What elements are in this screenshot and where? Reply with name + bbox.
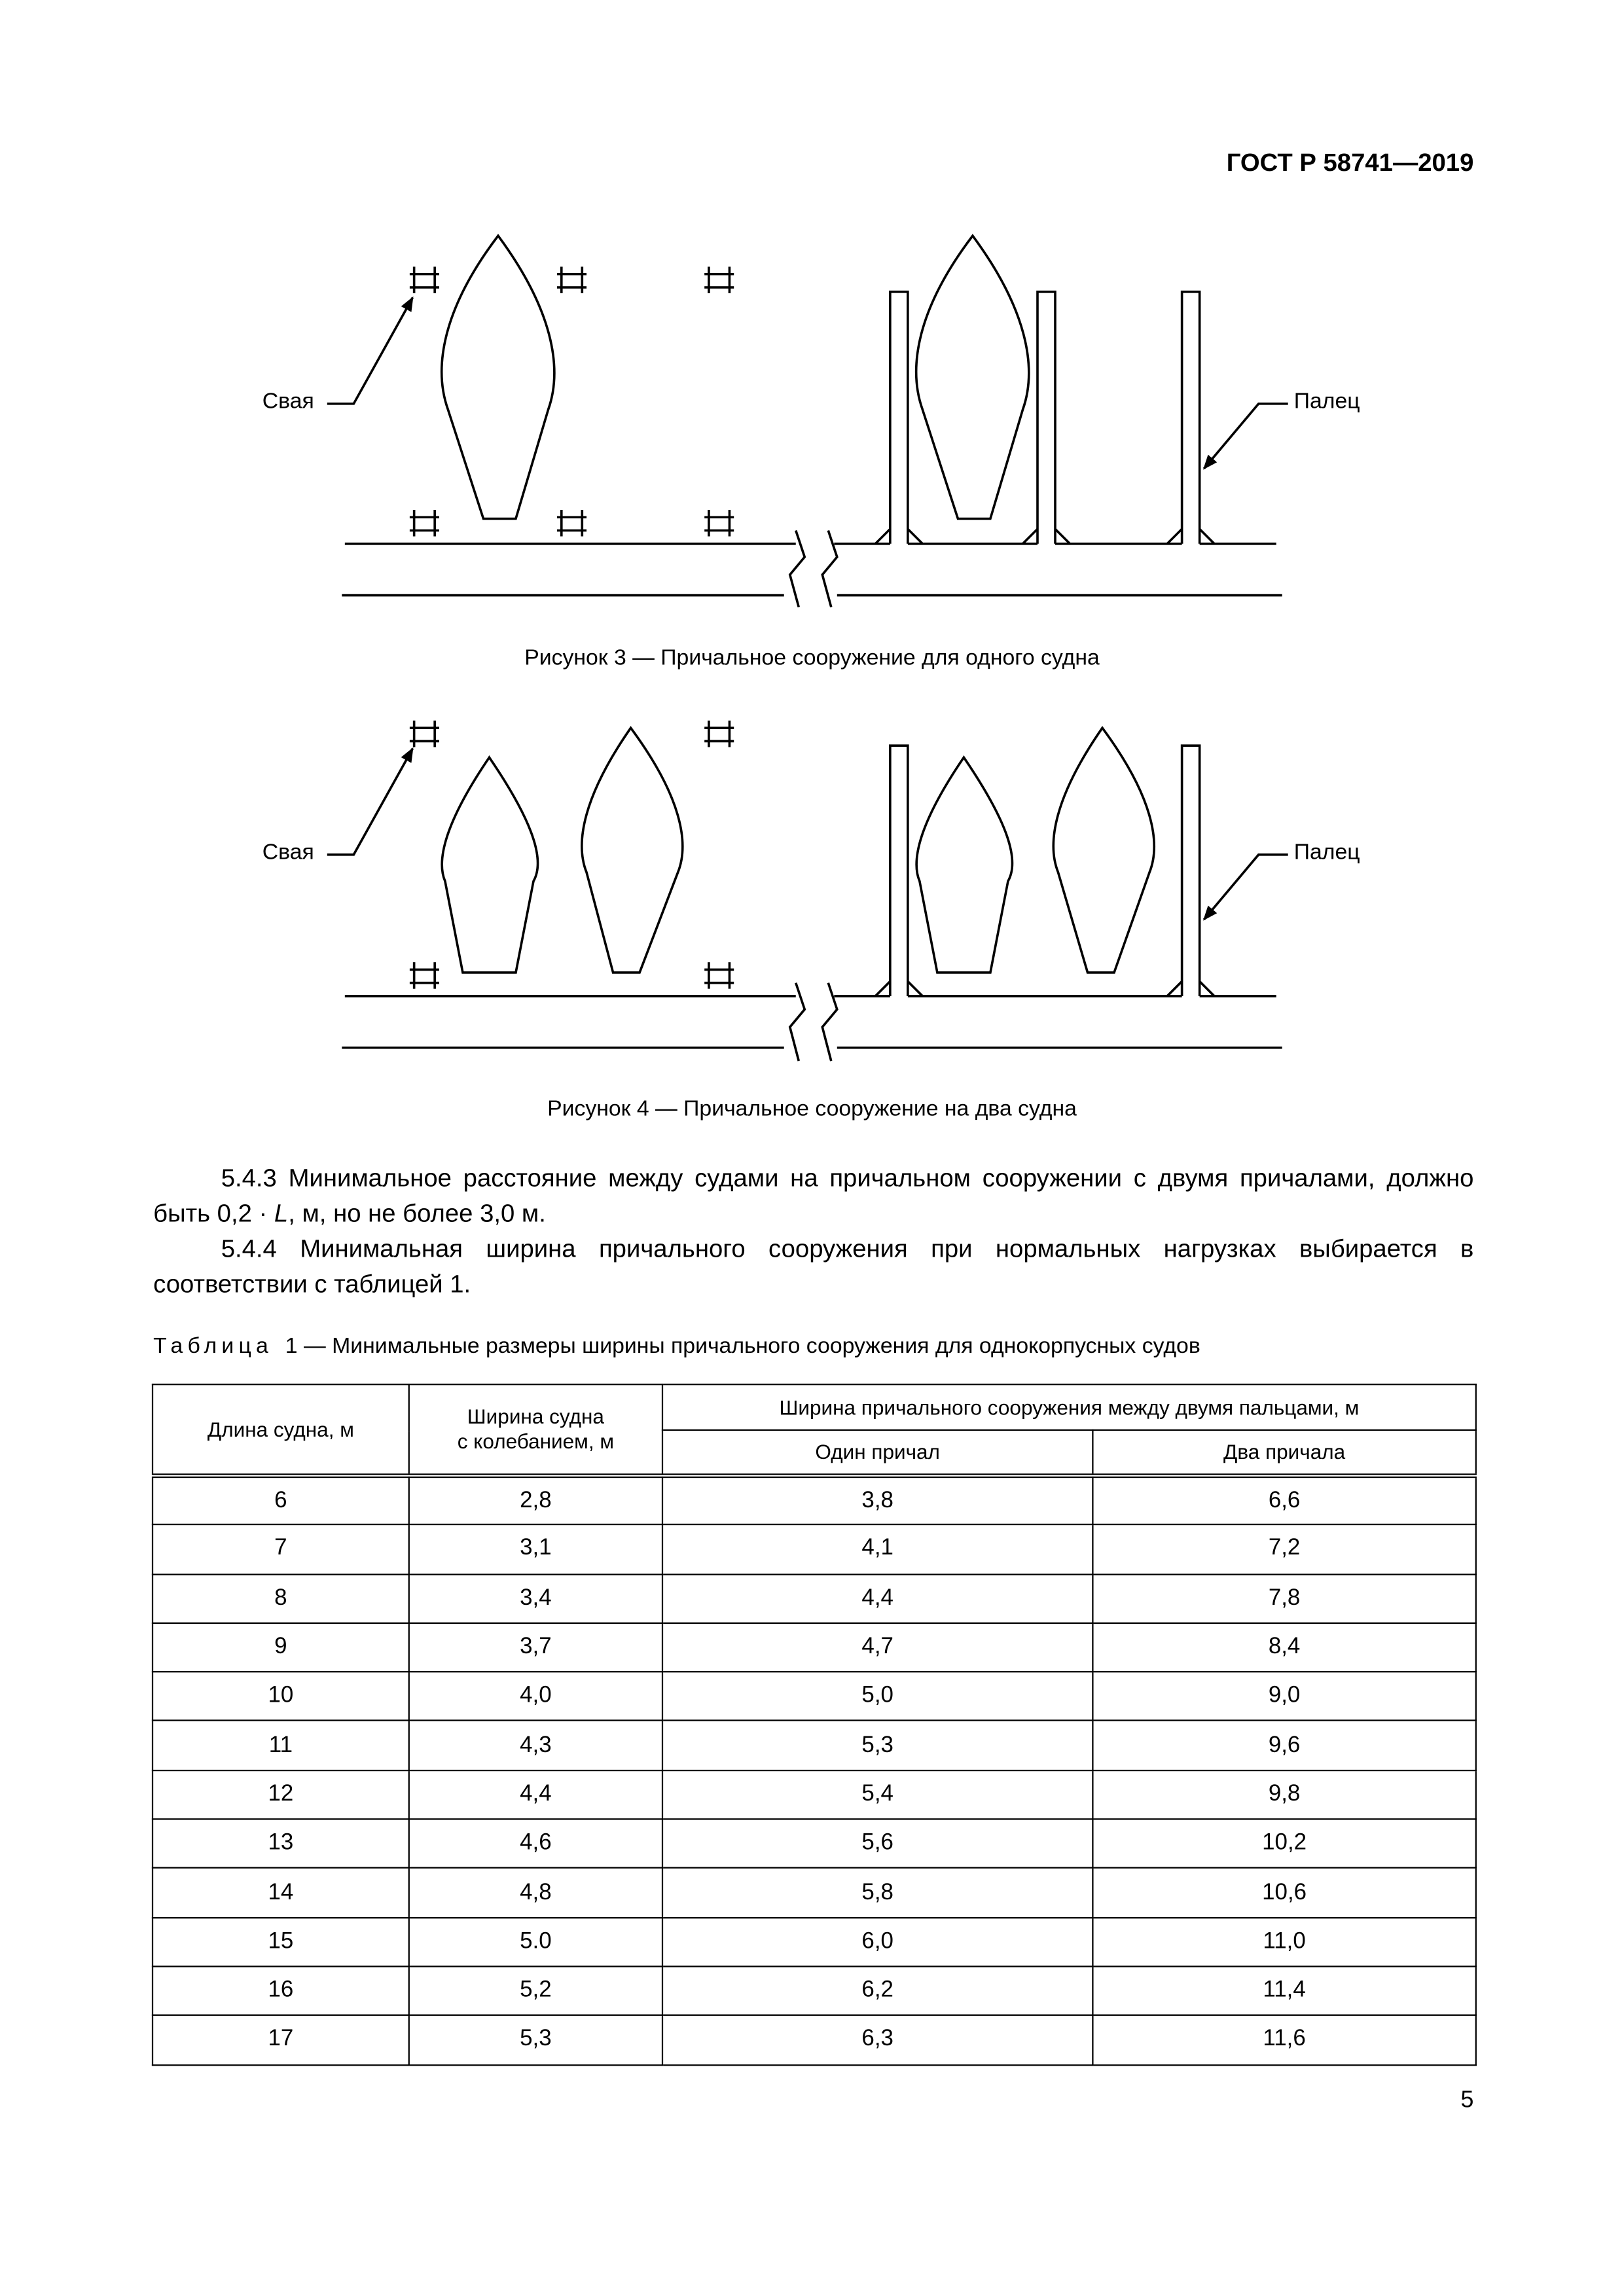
table-cell: 9,8 bbox=[1092, 1770, 1475, 1820]
finger-label: Палец bbox=[1293, 389, 1360, 414]
pile-icon bbox=[704, 510, 734, 537]
table-row bbox=[153, 1966, 1476, 2015]
table-cell: 11,4 bbox=[1092, 1966, 1475, 2015]
pile-icon bbox=[704, 267, 734, 294]
table-cell: 4,4 bbox=[409, 1770, 662, 1820]
header-two-berths: Два причала bbox=[1092, 1430, 1475, 1476]
table-cell: 14 bbox=[153, 1868, 409, 1917]
boat-shape bbox=[1053, 728, 1154, 973]
variable-L: L bbox=[274, 1199, 289, 1228]
figure-4-caption: Рисунок 4 — Причальное сооружение на два судна bbox=[547, 1096, 1077, 1122]
pile-icon bbox=[557, 267, 586, 294]
pile-label: Свая bbox=[262, 389, 314, 414]
table-row bbox=[153, 1623, 1476, 1672]
table-cell: 8 bbox=[153, 1574, 409, 1623]
table-cell: 9 bbox=[153, 1623, 409, 1672]
pile-icon bbox=[704, 962, 734, 989]
table-title-word: Таблица bbox=[153, 1333, 274, 1359]
table-cell: 4,7 bbox=[662, 1623, 1092, 1672]
boat-shape bbox=[916, 236, 1029, 518]
table-cell: 3,7 bbox=[409, 1623, 662, 1672]
header-length: Длина судна, м bbox=[153, 1384, 409, 1476]
table-cell: 6,6 bbox=[1092, 1476, 1475, 1525]
figure-4-drawing bbox=[0, 708, 1624, 1076]
table-row bbox=[153, 2015, 1476, 2064]
header-one-berth: Один причал bbox=[662, 1430, 1092, 1476]
table-cell: 5,0 bbox=[662, 1672, 1092, 1721]
table-cell: 7,2 bbox=[1092, 1525, 1475, 1574]
document-code-header: ГОСТ Р 58741—2019 bbox=[1226, 149, 1474, 177]
table-title: Таблица 1 — Минимальные размеры ширины причального сооружения для однокорпусных судов bbox=[153, 1333, 1200, 1359]
table-cell: 9,6 bbox=[1092, 1721, 1475, 1770]
table-cell: 3,1 bbox=[409, 1525, 662, 1574]
table-cell: 11,0 bbox=[1092, 1917, 1475, 1966]
table-cell: 4,8 bbox=[409, 1868, 662, 1917]
boat-shape bbox=[916, 757, 1012, 973]
table-cell: 6 bbox=[153, 1476, 409, 1525]
table-cell: 9,0 bbox=[1092, 1672, 1475, 1721]
table-cell: 6,2 bbox=[662, 1966, 1092, 2015]
table-cell: 5,6 bbox=[662, 1820, 1092, 1869]
table-cell: 17 bbox=[153, 2015, 409, 2064]
table-cell: 6,3 bbox=[662, 2015, 1092, 2064]
table-row bbox=[153, 1476, 1476, 1525]
table-row bbox=[153, 1917, 1476, 1966]
boat-shape bbox=[442, 236, 554, 518]
table-cell: 8,4 bbox=[1092, 1623, 1475, 1672]
boat-shape bbox=[442, 757, 537, 973]
table-cell: 4,1 bbox=[662, 1525, 1092, 1574]
table-cell: 4,3 bbox=[409, 1721, 662, 1770]
table-cell: 11,6 bbox=[1092, 2015, 1475, 2064]
table-cell: 10,2 bbox=[1092, 1820, 1475, 1869]
pile-icon bbox=[410, 510, 439, 537]
finger-label: Палец bbox=[1293, 840, 1360, 865]
table-cell: 5,3 bbox=[662, 1721, 1092, 1770]
paragraph-5-4-4: 5.4.4 Минимальная ширина причального сооружения при нормальных нагрузках выбирается в соответствии с таблицей 1. bbox=[153, 1234, 1474, 1299]
table-row bbox=[153, 1721, 1476, 1770]
table-row bbox=[153, 1770, 1476, 1820]
table-cell: 15 bbox=[153, 1917, 409, 1966]
boat-shape bbox=[582, 728, 683, 973]
pile-icon bbox=[557, 510, 586, 537]
page-number: 5 bbox=[1460, 2088, 1474, 2113]
table-cell: 2,8 bbox=[409, 1476, 662, 1525]
table-cell: 7 bbox=[153, 1525, 409, 1574]
table-cell: 3,8 bbox=[662, 1476, 1092, 1525]
pile-icon bbox=[410, 962, 439, 989]
table-cell: 4,6 bbox=[409, 1820, 662, 1869]
table-cell: 5,8 bbox=[662, 1868, 1092, 1917]
header-width: Ширина судна с колебанием, м bbox=[409, 1384, 662, 1476]
table-cell: 5,2 bbox=[409, 1966, 662, 2015]
table-cell: 5.0 bbox=[409, 1917, 662, 1966]
table-cell: 5,3 bbox=[409, 2015, 662, 2064]
table-cell: 12 bbox=[153, 1770, 409, 1820]
table-row bbox=[153, 1672, 1476, 1721]
table-row bbox=[153, 1868, 1476, 1917]
figure-4 bbox=[0, 708, 1624, 1076]
berth-width-table bbox=[152, 1384, 1477, 2065]
figure-3-drawing bbox=[0, 221, 1624, 619]
paragraph-5-4-3: 5.4.3 Минимальное расстояние между судами на причальном сооружении с двумя причалами, должно быть 0,2 · L, м, но не более 3,0 м. bbox=[153, 1164, 1474, 1228]
pile-icon bbox=[410, 267, 439, 294]
table-cell: 4,0 bbox=[409, 1672, 662, 1721]
pile-label: Свая bbox=[262, 840, 314, 865]
figure-3 bbox=[0, 221, 1624, 619]
table-cell: 3,4 bbox=[409, 1574, 662, 1623]
table-cell: 7,8 bbox=[1092, 1574, 1475, 1623]
table-cell: 16 bbox=[153, 1966, 409, 2015]
table-cell: 10,6 bbox=[1092, 1868, 1475, 1917]
table-cell: 4,4 bbox=[662, 1574, 1092, 1623]
table-row bbox=[153, 1574, 1476, 1623]
figure-3-caption: Рисунок 3 — Причальное сооружение для одного судна bbox=[524, 645, 1100, 671]
table-cell: 5,4 bbox=[662, 1770, 1092, 1820]
table-cell: 10 bbox=[153, 1672, 409, 1721]
table-row bbox=[153, 1820, 1476, 1869]
table-cell: 6,0 bbox=[662, 1917, 1092, 1966]
table-cell: 11 bbox=[153, 1721, 409, 1770]
header-berth-width: Ширина причального сооружения между двумя пальцами, м bbox=[662, 1384, 1476, 1430]
table-cell: 13 bbox=[153, 1820, 409, 1869]
pile-icon bbox=[410, 721, 439, 747]
pile-icon bbox=[704, 721, 734, 747]
table-row bbox=[153, 1525, 1476, 1574]
